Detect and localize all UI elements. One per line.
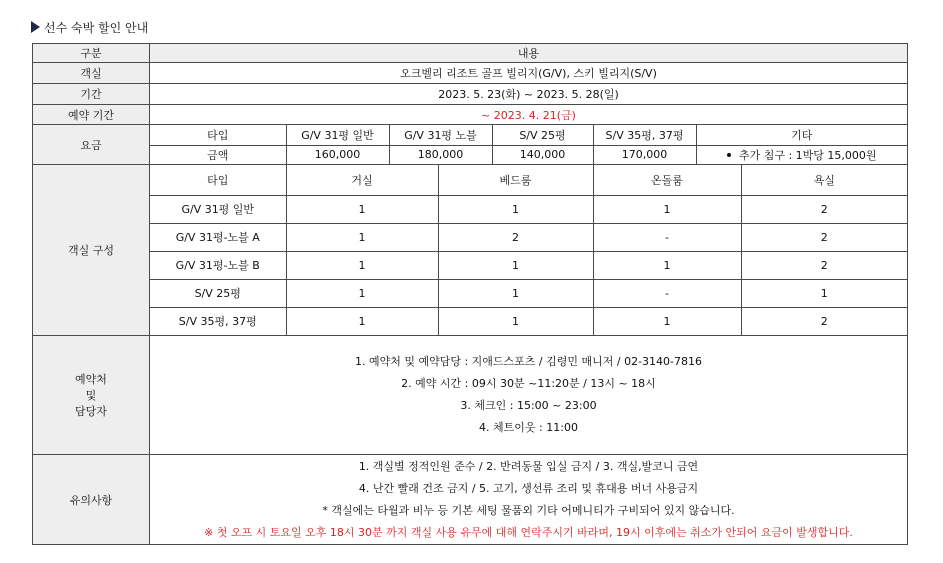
fee-price-row <box>150 145 907 164</box>
composition-header-bath: 욕실 <box>741 165 907 195</box>
notes-warning: ※ 첫 오프 시 토요일 오후 18시 30분 까지 객실 사용 유무에 대해 연락주시기 바라며, 19시 이후에는 취소가 안되어 요금이 발생합니다. <box>204 525 853 539</box>
fee-row <box>33 125 908 165</box>
notes-line: 4. 난간 빨래 건조 금지 / 5. 고기, 생선류 조리 및 휴대용 버너 사용금지 <box>358 481 699 495</box>
contact-label-line-1: 예약처 <box>75 373 107 386</box>
notes-line: * 객실에는 타월과 비누 등 기본 세팅 물품외 기타 어메니티가 구비되어 있지 않습니다. <box>322 503 735 517</box>
notes-details <box>150 455 908 545</box>
fee-col-3: S/V 25평 <box>492 125 593 145</box>
composition-header-row <box>150 165 907 195</box>
contact-line: 3. 체크인 : 15:00 ~ 23:00 <box>460 399 597 412</box>
row-ondol: 1 <box>593 307 741 335</box>
period-value: 2023. 5. 23(화) ~ 2023. 5. 28(일) <box>150 84 908 105</box>
row-bath: 2 <box>741 195 907 223</box>
table-row <box>150 223 907 251</box>
fee-col-4: S/V 35평, 37평 <box>593 125 696 145</box>
row-bath: 2 <box>820 314 828 328</box>
row-bedroom: 1 <box>438 251 593 279</box>
fee-col-2: G/V 31평 노블 <box>389 125 492 145</box>
row-type: S/V 25평 <box>150 279 286 307</box>
row-ondol: - <box>593 223 741 251</box>
row-ondol: - <box>593 279 741 307</box>
fee-type-label: 타입 <box>150 125 286 145</box>
contact-row <box>33 336 908 455</box>
row-bedroom: 1 <box>438 279 593 307</box>
table-row <box>150 279 907 307</box>
triangle-bullet-icon <box>31 21 40 33</box>
fee-extra-text: 추가 침구 : 1박당 15,000원 <box>738 148 877 162</box>
room-value: 오크벨리 리조트 골프 빌리지(G/V), 스키 빌리지(S/V) <box>150 63 908 84</box>
booking-period-label: 예약 기간 <box>33 105 150 125</box>
row-bath: 2 <box>741 251 907 279</box>
fee-price-1: 160,000 <box>286 145 389 164</box>
fee-table-cell <box>150 125 908 165</box>
row-ondol: 1 <box>593 195 741 223</box>
fee-type-row <box>150 125 907 145</box>
row-bedroom: 2 <box>438 223 593 251</box>
fee-label: 요금 <box>33 125 150 165</box>
contact-label-line-2: 및 <box>85 389 97 402</box>
contact-line: 1. 예약처 및 예약담당 : 지애드스포츠 / 김령민 매니저 / 02-3140-7816 <box>354 355 703 368</box>
booking-period-row <box>33 105 908 125</box>
table-row <box>150 195 907 223</box>
fee-col-5: 기타 <box>696 125 907 145</box>
notes-row <box>33 455 908 545</box>
contact-details <box>150 336 908 455</box>
room-label: 객실 <box>33 63 150 84</box>
fee-price-4: 170,000 <box>593 145 696 164</box>
fee-col-1: G/V 31평 일반 <box>286 125 389 145</box>
page-title <box>31 18 148 36</box>
contact-label-line-3: 담당자 <box>75 405 107 418</box>
composition-header-ondol: 온돌룸 <box>593 165 741 195</box>
notes-label: 유의사항 <box>33 455 150 545</box>
row-bedroom: 1 <box>438 195 593 223</box>
composition-header-bedroom: 베드룸 <box>438 165 593 195</box>
fee-price-3: 140,000 <box>492 145 593 164</box>
composition-row <box>33 165 908 336</box>
row-type: G/V 31평 일반 <box>150 195 286 223</box>
fee-table <box>150 125 907 164</box>
row-living: 1 <box>286 195 438 223</box>
composition-label: 객실 구성 <box>33 165 150 336</box>
row-type: G/V 31평-노블 A <box>150 223 286 251</box>
header-row <box>33 44 908 63</box>
composition-table-cell <box>150 165 908 336</box>
period-label: 기간 <box>33 84 150 105</box>
composition-header-type: 타입 <box>150 165 286 195</box>
page-title-text: 선수 숙박 할인 안내 <box>44 20 149 35</box>
contact-line: 2. 예약 시간 : 09시 30분 ~11:20분 / 13시 ~ 18시 <box>401 377 656 390</box>
fee-extra <box>696 145 907 164</box>
notes-line: 1. 객실별 정적인원 준수 / 2. 반려동물 입실 금지 / 3. 객실,발코니 금연 <box>358 459 699 473</box>
row-living: 1 <box>286 223 438 251</box>
table-row <box>150 307 907 335</box>
table-row <box>150 251 907 279</box>
row-living: 1 <box>286 307 438 335</box>
row-bath: 2 <box>741 223 907 251</box>
room-row <box>33 63 908 84</box>
contact-line: 4. 체트이웃 : 11:00 <box>479 421 578 434</box>
row-bedroom: 1 <box>438 307 593 335</box>
composition-table <box>150 165 907 335</box>
row-living: 1 <box>286 251 438 279</box>
fee-price-2: 180,000 <box>389 145 492 164</box>
bullet-icon <box>727 153 731 157</box>
header-label: 구분 <box>33 44 150 63</box>
row-bath: 1 <box>741 279 907 307</box>
header-content: 내용 <box>150 44 908 63</box>
composition-header-living: 거실 <box>286 165 438 195</box>
period-row <box>33 84 908 105</box>
fee-price-label: 금액 <box>150 145 286 164</box>
row-ondol: 1 <box>593 251 741 279</box>
row-type: S/V 35평, 37평 <box>150 307 286 335</box>
booking-period-value: ~ 2023. 4. 21(금) <box>150 105 908 125</box>
info-table <box>32 43 908 545</box>
contact-label <box>33 336 150 455</box>
row-living: 1 <box>286 279 438 307</box>
row-type: G/V 31평-노블 B <box>150 251 286 279</box>
